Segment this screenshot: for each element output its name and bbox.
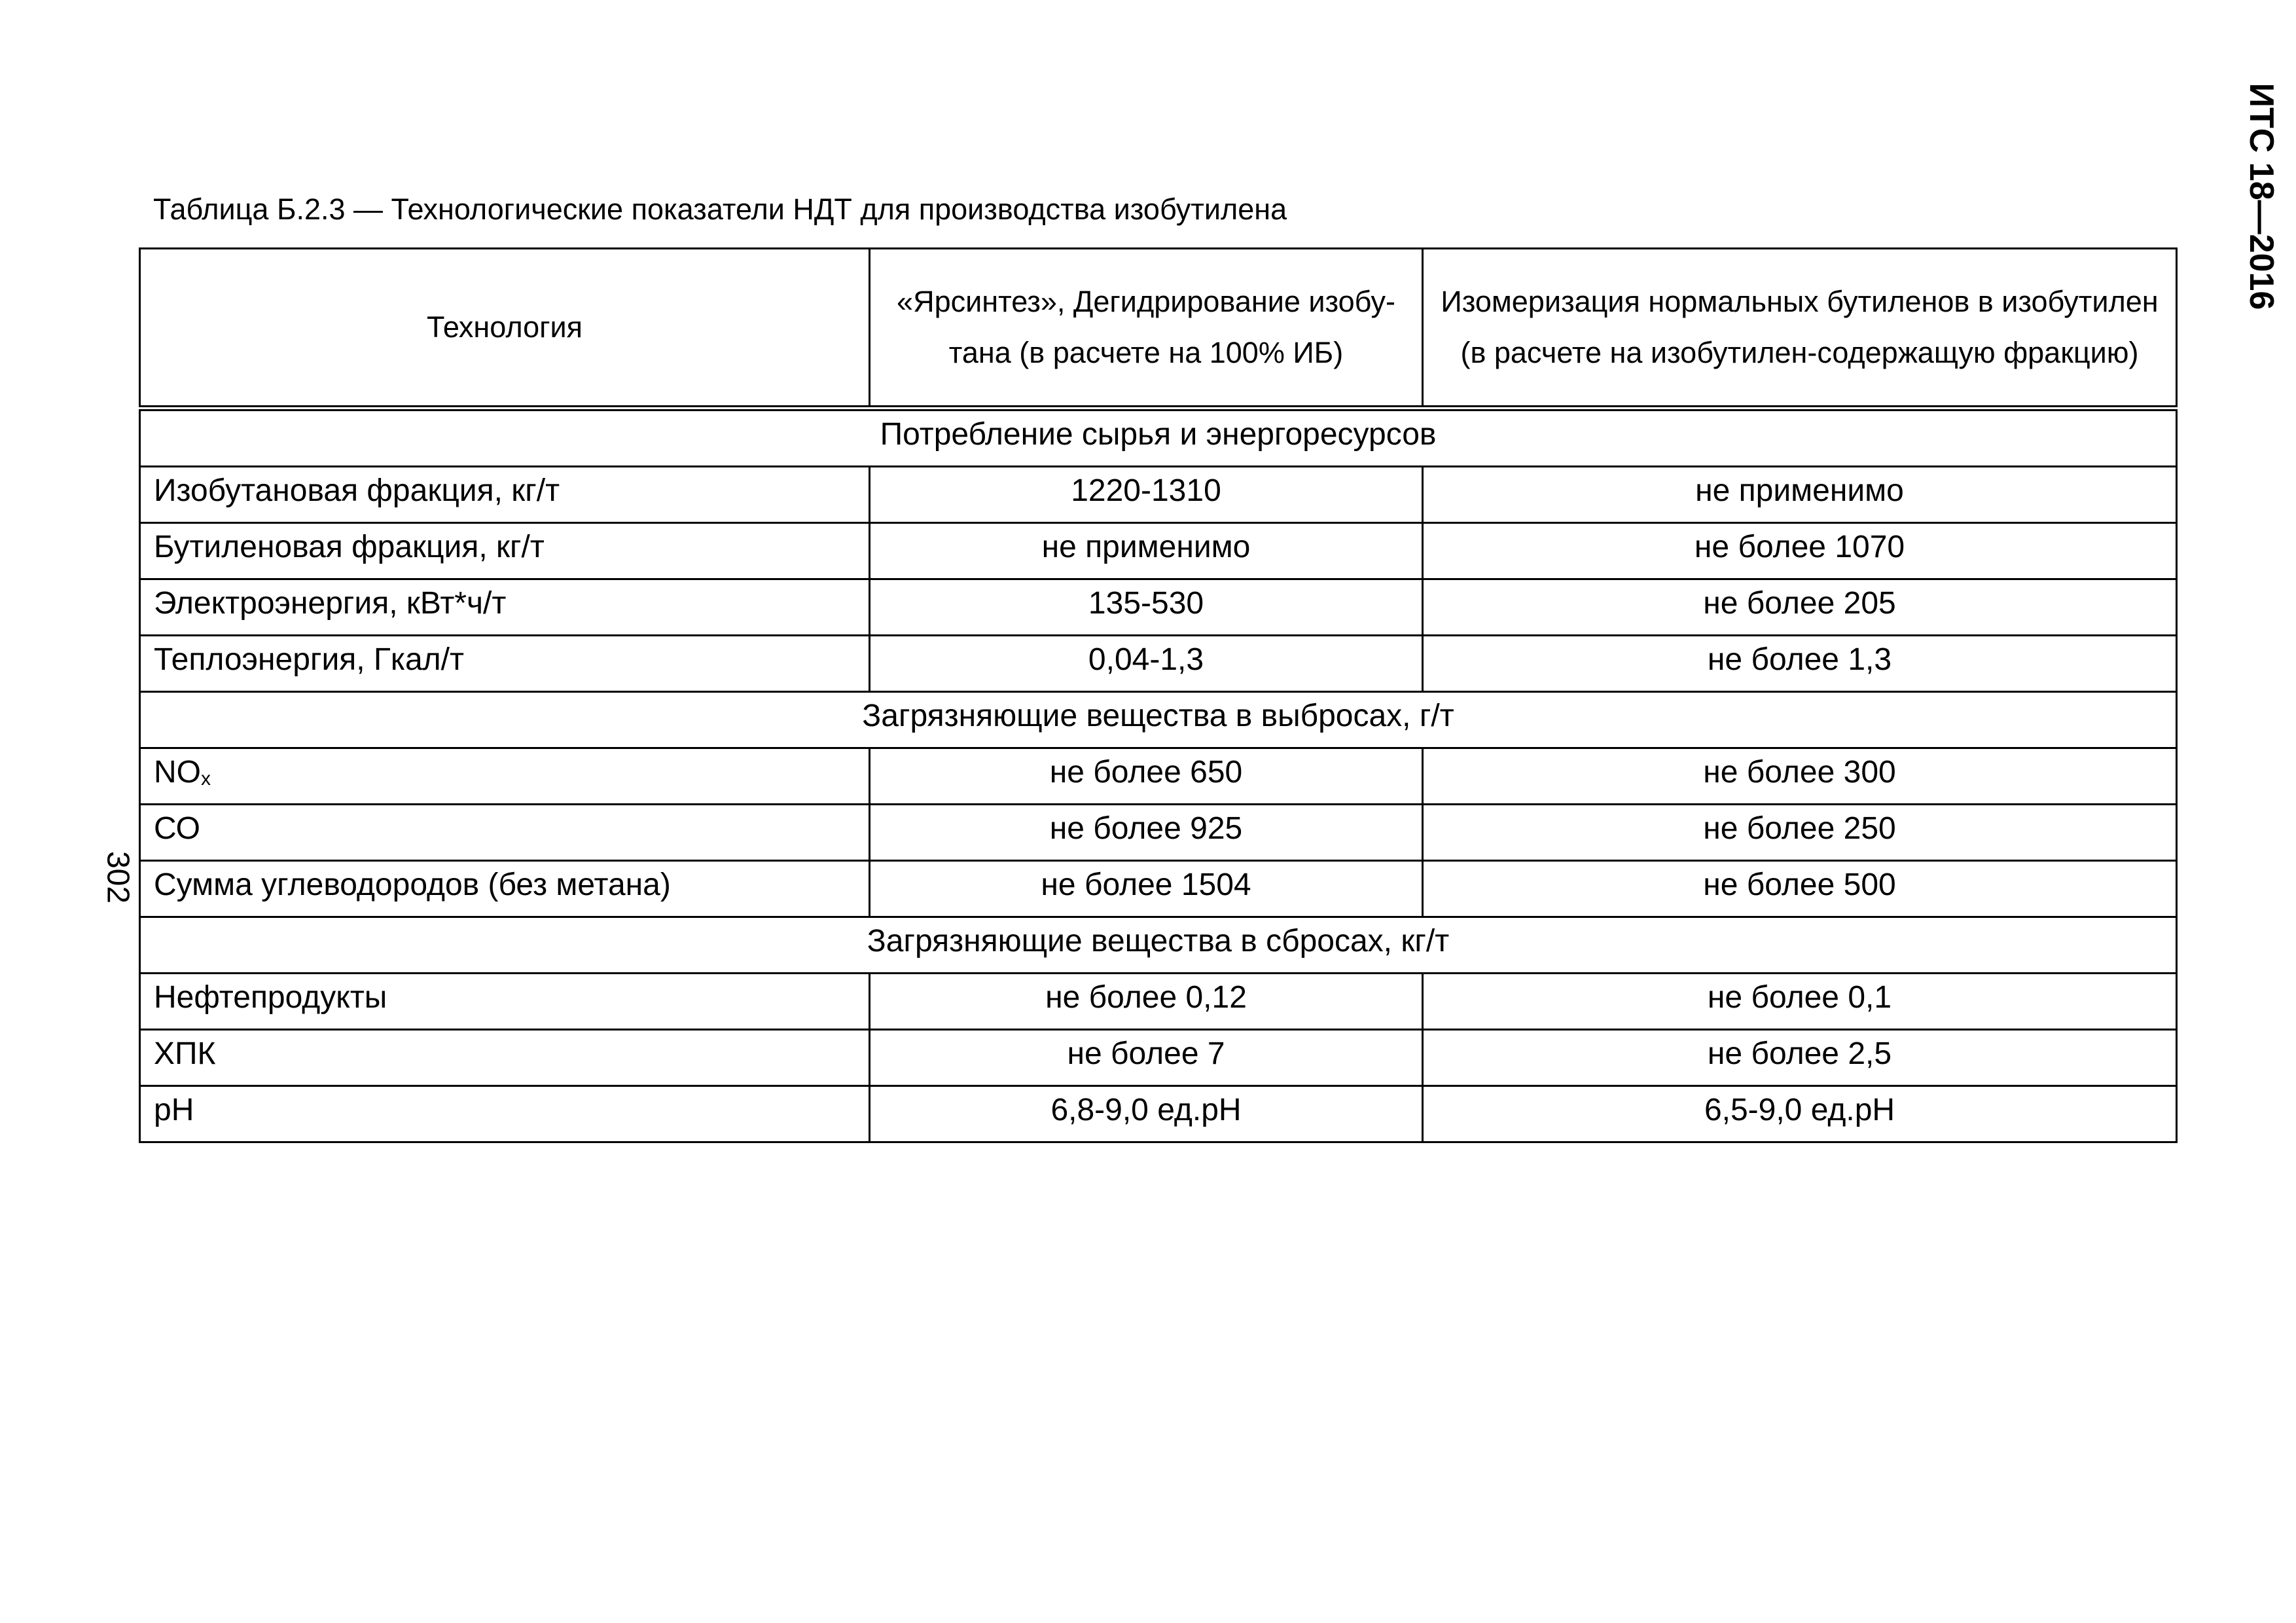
section-row: [140, 917, 2177, 974]
row-value-isomerization: не применимо: [1423, 467, 2177, 523]
header-isomerization: Изомеризация нормальных бутиленов в изобутилен (в расчете на изобутилен-содержащую фракцию): [1423, 249, 2177, 409]
row-value-isomerization: не более 1,3: [1423, 636, 2177, 692]
row-label: pH: [140, 1086, 870, 1142]
row-value-yarsintez: 135-530: [870, 579, 1423, 636]
table-header-row: [140, 249, 2177, 409]
section-title: Загрязняющие вещества в сбросах, кг/т: [140, 917, 2177, 974]
row-value-yarsintez: 6,8-9,0 ед.pH: [870, 1086, 1423, 1142]
row-value-isomerization: 6,5-9,0 ед.pH: [1423, 1086, 2177, 1142]
row-value-isomerization: не более 250: [1423, 805, 2177, 861]
section-row: [140, 409, 2177, 467]
header-yarsintez: «Ярсинтез», Дегидрирование изобу-тана (в расчете на 100% ИБ): [870, 249, 1423, 409]
table-row: [140, 748, 2177, 805]
row-value-isomerization: не более 500: [1423, 861, 2177, 917]
table-row: [140, 1030, 2177, 1086]
row-label: Нефтепродукты: [140, 974, 870, 1030]
header-technology: Технология: [140, 249, 870, 409]
row-value-yarsintez: 1220-1310: [870, 467, 1423, 523]
row-value-yarsintez: не применимо: [870, 523, 1423, 579]
table-row: [140, 861, 2177, 917]
running-header: [2229, 0, 2294, 458]
table-row: [140, 974, 2177, 1030]
table-row: [140, 805, 2177, 861]
indicators-table: [139, 247, 2178, 1143]
row-value-isomerization: не более 300: [1423, 748, 2177, 805]
table-row: [140, 579, 2177, 636]
row-value-isomerization: не более 1070: [1423, 523, 2177, 579]
table-row: [140, 523, 2177, 579]
row-label: Сумма углеводородов (без метана): [140, 861, 870, 917]
table-row: [140, 636, 2177, 692]
row-value-yarsintez: не более 0,12: [870, 974, 1423, 1030]
row-value-isomerization: не более 205: [1423, 579, 2177, 636]
row-value-yarsintez: не более 925: [870, 805, 1423, 861]
row-label: СО: [140, 805, 870, 861]
page-number-text: 302: [100, 850, 135, 904]
row-label-subscript: x: [201, 768, 211, 790]
section-title: Загрязняющие вещества в выбросах, г/т: [140, 692, 2177, 748]
row-value-isomerization: не более 0,1: [1423, 974, 2177, 1030]
row-label: [140, 748, 870, 805]
section-row: [140, 692, 2177, 748]
row-value-isomerization: не более 2,5: [1423, 1030, 2177, 1086]
row-label: Теплоэнергия, Гкал/т: [140, 636, 870, 692]
row-value-yarsintez: 0,04-1,3: [870, 636, 1423, 692]
row-label: Изобутановая фракция, кг/т: [140, 467, 870, 523]
row-value-yarsintez: не более 1504: [870, 861, 1423, 917]
running-header-text: ИТС 18—2016: [2242, 82, 2280, 310]
table-row: [140, 467, 2177, 523]
row-value-yarsintez: не более 650: [870, 748, 1423, 805]
row-label: Бутиленовая фракция, кг/т: [140, 523, 870, 579]
row-label: ХПК: [140, 1030, 870, 1086]
row-value-yarsintez: не более 7: [870, 1030, 1423, 1086]
section-title: Потребление сырья и энергоресурсов: [140, 409, 2177, 467]
row-label-main: NO: [154, 755, 201, 790]
table-caption: Таблица Б.2.3 — Технологические показатели НДТ для производства изобутилена: [153, 192, 1287, 226]
row-label: Электроэнергия, кВт*ч/т: [140, 579, 870, 636]
table-row: [140, 1086, 2177, 1142]
